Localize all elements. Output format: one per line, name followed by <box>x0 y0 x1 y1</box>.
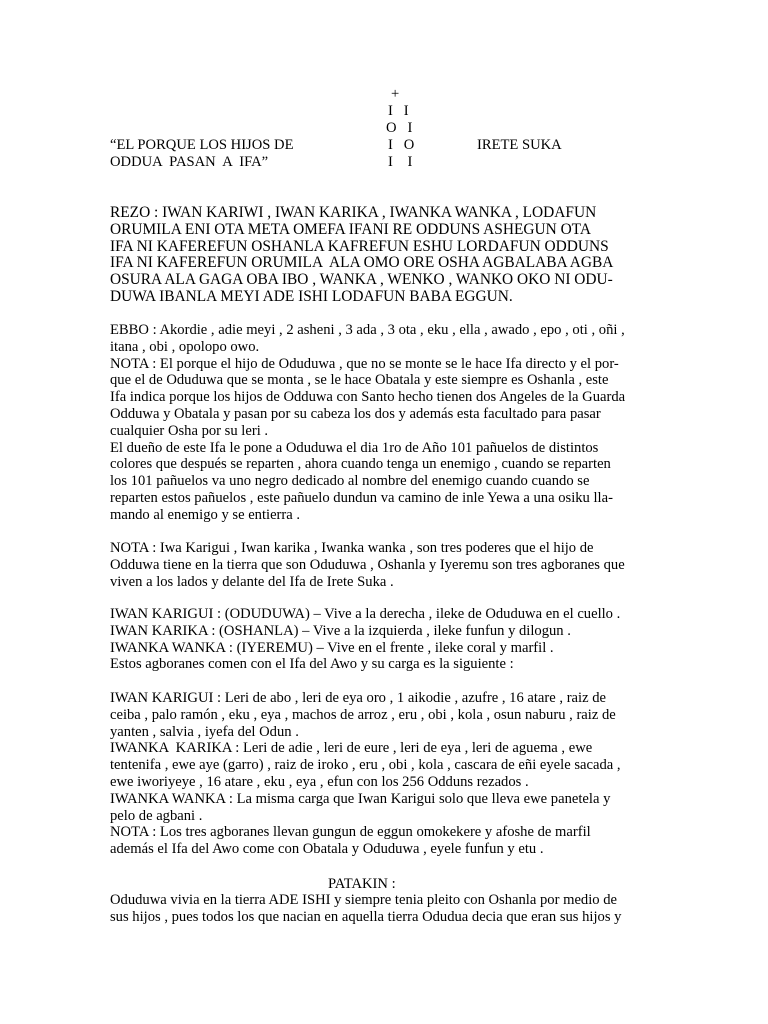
paragraph-line: ceiba , palo ramón , eku , eya , machos de arroz , eru , obi , kola , osun naburu , raiz de <box>110 706 616 723</box>
cargas-block <box>110 690 658 858</box>
paragraph-line: IWANKA WANKA : La misma carga que Iwan Karigui solo que lleva ewe panetela y <box>110 790 611 807</box>
paragraph-line: IWAN KARIGUI : Leri de abo , leri de eya oro , 1 aikodie , azufre , 16 atare , raiz de <box>110 690 606 706</box>
paragraph-line: Estos agboranes comen con el Ifa del Awo y su carga es la siguiente : <box>110 656 514 673</box>
odu-sign-cross: + <box>391 86 400 102</box>
rezo-line: DUWA IBANLA MEYI ADE ISHI LODAFUN BABA EGGUN. <box>110 287 513 305</box>
paragraph-line: los 101 pañuelos va uno negro dedicado al nombre del enemigo cuando cuando se <box>110 473 590 490</box>
paragraph-line: mando al enemigo y se entierra . <box>110 506 301 523</box>
paragraph-line: IWAN KARIKA : (OSHANLA) – Vive a la izquierda , ileke funfun y dilogun . <box>110 622 571 639</box>
rezo-line: REZO : IWAN KARIWI , IWAN KARIKA , IWANKA WANKA , LODAFUN <box>110 204 597 221</box>
agboranes-block <box>110 606 658 673</box>
rezo-line: IFA NI KAFEREFUN OSHANLA KAFREFUN ESHU LORDAFUN ODDUNS <box>110 237 609 255</box>
odu-sign-row-1: I I <box>388 103 409 119</box>
paragraph-line: Oduduwa vivia en la tierra ADE ISHI y siempre tenia pleito con Oshanla por medio de <box>110 892 617 908</box>
paragraph-line: yanten , salvia , iyefa del Odun . <box>110 723 299 740</box>
paragraph-line: IWANKA WANKA : (IYEREMU) – Vive en el frente , ileke coral y marfil . <box>110 639 554 656</box>
paragraph-line: NOTA : El porque el hijo de Oduduwa , que no se monte se le hace Ifa directo y el por- <box>110 355 619 372</box>
rezo-block <box>110 205 658 306</box>
paragraph-line: IWANKA KARIKA : Leri de adie , leri de eure , leri de eya , leri de aguema , ewe <box>110 740 593 757</box>
paragraph-line: tentenifa , ewe aye (garro) , raiz de iroko , eru , obi , kola , cascara de eñi eyele sacada , <box>110 757 621 774</box>
odu-sign-row-3: I O <box>388 137 415 153</box>
paragraph-line: viven a los lados y delante del Ifa de Irete Suka . <box>110 573 394 590</box>
rezo-line: ORUMILA ENI OTA META OMEFA IFANI RE ODDUNS ASHEGUN OTA <box>110 220 591 238</box>
paragraph-line: sus hijos , pues todos los que nacian en aquella tierra Odudua decia que eran sus hijos y <box>110 908 622 925</box>
paragraph-line: además el Ifa del Awo come con Obatala y Oduduwa , eyele funfun y etu . <box>110 841 544 858</box>
rezo-line: OSURA ALA GAGA OBA IBO , WANKA , WENKO , WANKO OKO NI ODU- <box>110 271 613 289</box>
paragraph-line: pelo de agbani . <box>110 807 203 824</box>
ebbo-nota-block <box>110 322 658 524</box>
paragraph-line: IWAN KARIGUI : (ODUDUWA) – Vive a la derecha , ileke de Oduduwa en el cuello . <box>110 606 621 622</box>
paragraph-line: cualquier Osha por su leri . <box>110 422 269 439</box>
title-line-1: “EL PORQUE LOS HIJOS DE <box>110 137 294 153</box>
patakin-heading: PATAKIN : <box>328 876 396 892</box>
paragraph-line: El dueño de este Ifa le pone a Oduduwa el dia 1ro de Año 101 pañuelos de distintos <box>110 439 599 456</box>
paragraph-line: EBBO : Akordie , adie meyi , 2 asheni , 3 ada , 3 ota , eku , ella , awado , epo , oti , oñi , <box>110 322 625 338</box>
paragraph-line: reparten estos pañuelos , este pañuelo dundun va camino de inle Yewa a una osiku lla- <box>110 489 613 506</box>
odu-sign-row-4: I I <box>388 154 413 170</box>
paragraph-line: Odduwa y Obatala y pasan por su cabeza los dos y además esta facultado para pasar <box>110 405 601 422</box>
paragraph-line: ewe iworiyeye , 16 atare , eku , eya , efun con los 256 Odduns rezados . <box>110 773 529 790</box>
title-line-2: ODDUA PASAN A IFA” <box>110 154 269 170</box>
odu-name: IRETE SUKA <box>477 137 562 153</box>
nota-block <box>110 540 658 590</box>
paragraph-line: NOTA : Los tres agboranes llevan gungun de eggun omokekere y afoshe de marfil <box>110 824 591 841</box>
paragraph-line: colores que después se reparten , ahora cuando tenga un enemigo , cuando se reparten <box>110 456 611 473</box>
odu-sign-row-2: O I <box>386 120 413 136</box>
patakin-block <box>110 892 658 926</box>
rezo-line: IFA NI KAFEREFUN ORUMILA ALA OMO ORE OSHA AGBALABA AGBA <box>110 254 614 272</box>
paragraph-line: Odduwa tiene en la tierra que son Oduduwa , Oshanla y Iyeremu son tres agboranes que <box>110 556 625 573</box>
paragraph-line: Ifa indica porque los hijos de Odduwa con Santo hecho tienen dos Angeles de la Guarda <box>110 389 626 406</box>
paragraph-line: NOTA : Iwa Karigui , Iwan karika , Iwanka wanka , son tres poderes que el hijo de <box>110 540 594 556</box>
paragraph-line: itana , obi , opolopo owo. <box>110 338 260 355</box>
paragraph-line: que el de Oduduwa que se monta , se le hace Obatala y este siempre es Oshanla , este <box>110 372 609 389</box>
